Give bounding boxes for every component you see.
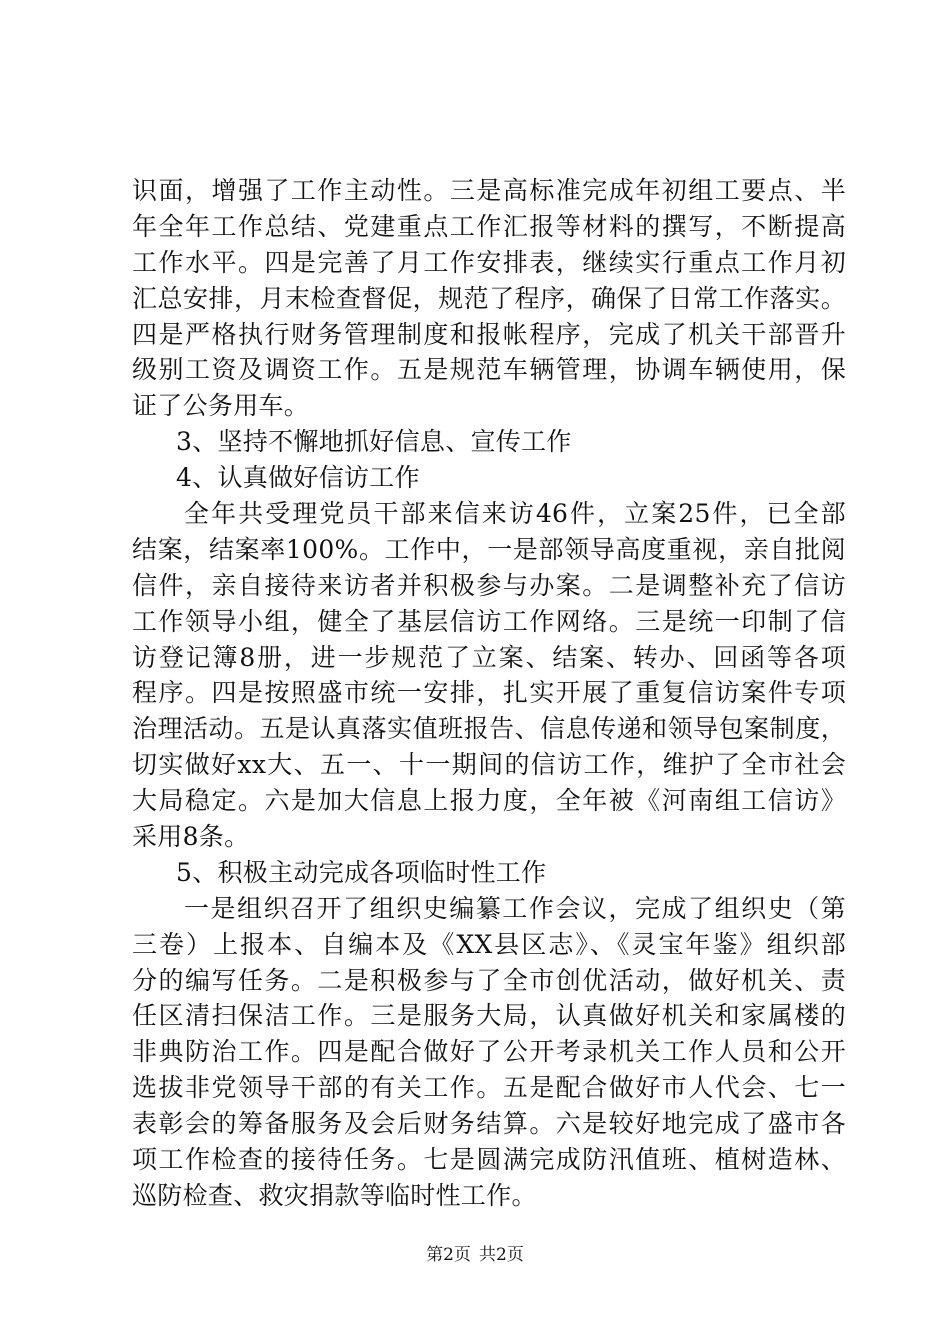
- page-number: 第2页: [426, 1245, 471, 1265]
- text-line: 分的编写任务。二是积极参与了全市创优活动，做好机关、责: [132, 965, 846, 995]
- text-line: 切实做好xx大、五一、十一期间的信访工作，维护了全市社会: [132, 750, 846, 780]
- text-line: 级别工资及调资工作。五是规范车辆管理，协调车辆使用，保: [132, 355, 846, 385]
- text-line: 选拔非党领导干部的有关工作。五是配合做好市人代会、七一: [132, 1073, 846, 1103]
- text-line: 大局稳定。六是加大信息上报力度，全年被《河南组工信访》: [132, 786, 846, 816]
- text-line: 表彰会的筹备服务及会后财务结算。六是较好地完成了盛市各: [132, 1109, 846, 1139]
- text-line: 访登记簿8册，进一步规范了立案、结案、转办、回函等各项: [132, 642, 846, 672]
- text-line: 治理活动。五是认真落实值班报告、信息传递和领导包案制度，: [132, 714, 846, 744]
- text-line: 全年共受理党员干部来信来访46件，立案25件，已全部: [184, 499, 846, 529]
- text-line: 工作水平。四是完善了月工作安排表，继续实行重点工作月初: [132, 247, 846, 277]
- document-body: [132, 173, 846, 1214]
- text-line: 程序。四是按照盛市统一安排，扎实开展了重复信访案件专项: [132, 678, 846, 708]
- text-line: 汇总安排，月末检查督促，规范了程序，确保了日常工作落实。: [132, 283, 846, 313]
- text-line: 工作领导小组，健全了基层信访工作网络。三是统一印制了信: [132, 606, 846, 636]
- text-line: 结案，结案率100%。工作中，一是部领导高度重视，亲自批阅: [132, 534, 846, 564]
- text-line: 采用8条。: [132, 822, 250, 852]
- text-line: 巡防检查、救灾捐款等临时性工作。: [132, 1180, 537, 1210]
- section-heading: 5、积极主动完成各项临时性工作: [176, 857, 547, 887]
- text-line: 项工作检查的接待任务。七是圆满完成防汛值班、植树造林、: [132, 1145, 846, 1175]
- text-line: 三卷）上报本、自编本及《XX县区志》、《灵宝年鉴》组织部: [132, 929, 846, 959]
- text-line: 信件，亲自接待来访者并积极参与办案。二是调整补充了信访: [132, 570, 846, 600]
- text-line: 任区清扫保洁工作。三是服务大局，认真做好机关和家属楼的: [132, 1001, 846, 1031]
- text-line: 识面，增强了工作主动性。三是高标准完成年初组工要点、半: [132, 176, 846, 205]
- text-line: 非典防治工作。四是配合做好了公开考录机关工作人员和公开: [132, 1037, 846, 1067]
- text-line: 年全年工作总结、党建重点工作汇报等材料的撰写，不断提高: [132, 211, 846, 241]
- text-line: 一是组织召开了组织史编纂工作会议，完成了组织史（第: [184, 893, 846, 923]
- text-line: 证了公务用车。: [132, 391, 310, 421]
- page-total: 共2页: [479, 1245, 524, 1265]
- page-footer: [0, 1244, 950, 1266]
- section-heading: 3、坚持不懈地抓好信息、宣传工作: [176, 427, 572, 457]
- section-heading: 4、认真做好信访工作: [176, 463, 420, 493]
- text-line: 四是严格执行财务管理制度和报帐程序，完成了机关干部晋升: [132, 319, 846, 349]
